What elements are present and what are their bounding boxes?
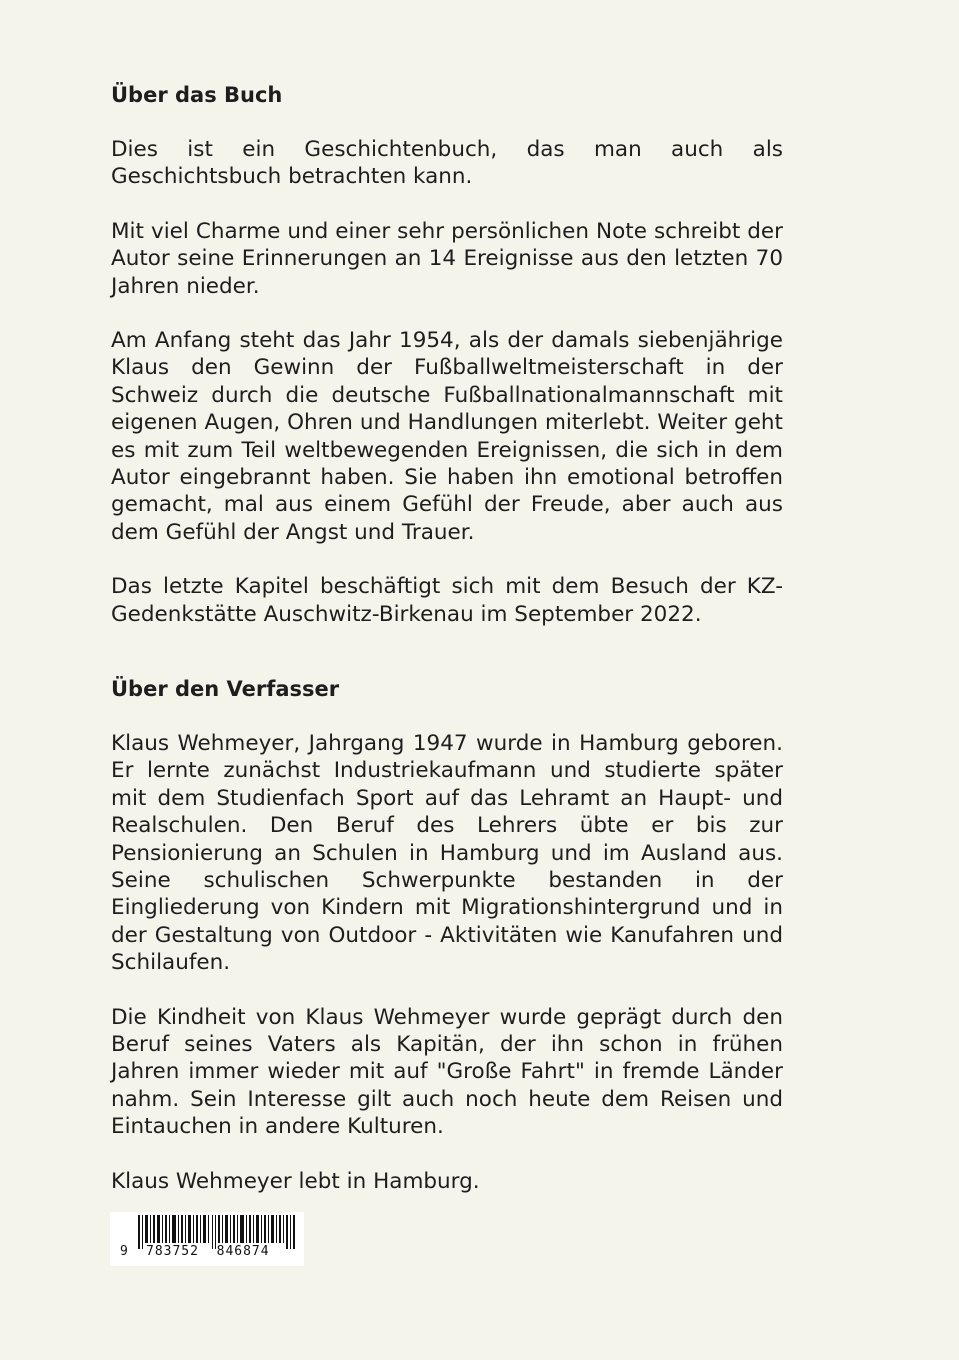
about-book-paragraph: Das letzte Kapitel beschäftigt sich mit dem Besuch der KZ-Gedenkstätte Auschwitz-Birkenau im September 2022. (111, 574, 783, 627)
isbn-group-1: 783752 (146, 1244, 199, 1259)
about-author-paragraph: Klaus Wehmeyer, Jahrgang 1947 wurde in Hamburg geboren. Er lernte zunächst Industriekaufmann und studierte später mit dem Studienfach Sport auf das Lehramt an Haupt- und Realschulen. Den Beruf des Lehrers übte er bis zur Pensionierung an Schulen in Hamburg und im Ausland aus. Seine schulischen Schwerpunkte bestanden in der Eingliederung von Kindern mit Migrationshintergrund und in der Gestaltung von Outdoor - Aktivitäten wie Kanufahren und Schilaufen. (111, 731, 783, 976)
isbn-barcode (110, 1212, 304, 1266)
about-author-paragraph: Klaus Wehmeyer lebt in Hamburg. (111, 1168, 480, 1194)
about-book-section (111, 80, 783, 628)
about-book-paragraph: Am Anfang steht das Jahr 1954, als der damals siebenjährige Klaus den Gewinn der Fußballweltmeisterschaft in der Schweiz durch die deutsche Fußballnationalmannschaft mit eigenen Augen, Ohren und Handlungen miterlebt. Weiter geht es mit zum Teil weltbewegenden Ereignissen, die sich in dem Autor eingebrannt haben. Sie haben ihn emotional betroffen gemacht, mal aus einem Gefühl der Freude, aber auch aus dem Gefühl der Angst und Trauer. (111, 328, 783, 545)
about-book-heading: Über das Buch (111, 83, 283, 107)
isbn-first-digit: 9 (120, 1244, 128, 1259)
about-book-paragraph: Mit viel Charme und einer sehr persönlichen Note schreibt der Autor seine Erinnerungen an 14 Ereignisse aus den letzten 70 Jahren nieder. (111, 218, 783, 299)
about-author-paragraph: Die Kindheit von Klaus Wehmeyer wurde geprägt durch den Beruf seines Vaters als Kapitän, der ihn schon in frühen Jahren immer wieder mit auf "Große Fahrt" in fremde Länder nahm. Sein Interesse gilt auch noch heute dem Reisen und Eintauchen in andere Kulturen. (111, 1004, 783, 1140)
about-book-paragraph: Dies ist ein Geschichtenbuch, das man auch als Geschichtsbuch betrachten kann. (111, 137, 783, 190)
about-author-heading: Über den Verfasser (111, 677, 340, 701)
text-column (111, 80, 783, 1194)
isbn-digits (146, 1244, 296, 1259)
about-author-section (111, 674, 783, 1222)
isbn-group-2: 846874 (216, 1244, 270, 1259)
